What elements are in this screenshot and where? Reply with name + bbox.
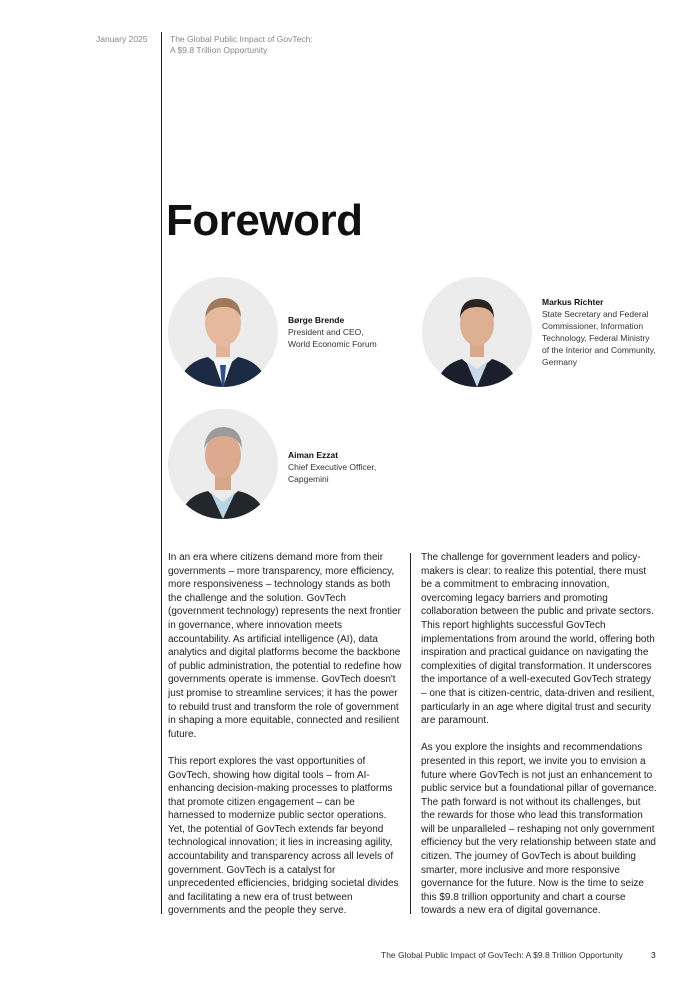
person-role-line: Commissioner, Information: [542, 321, 644, 331]
portrait-aiman-ezzat: [168, 409, 278, 519]
person-role-line: World Economic Forum: [288, 339, 377, 349]
person-role-line: of the Interior and Community,: [542, 345, 656, 355]
portrait-markus-richter: [422, 277, 532, 387]
body-paragraph: The challenge for government leaders and policy-makers is clear: to realize this potential, there must be a commitment to embracing innovation, overcoming legacy barriers and promoting collaboration between the public and private sectors. This report highlights successful GovTech implementations from around the world, offering both inspiration and practical guidance on navigating the complexities of digital transformation. It underscores the importance of a well-executed GovTech strategy – one that is citizen-centric, data-driven and resilient, particularly in an age where digital trust and security are paramount.: [421, 552, 655, 727]
person-role-line: Capgemini: [288, 474, 329, 484]
person-role-line: State Secretary and Federal: [542, 309, 649, 319]
body-paragraph: In an era where citizens demand more from their governments – more transparency, more efficiency, more responsiveness – technology stands as both the challenge and the solution. GovTech (government technology) represents the next frontier in governance, where innovation meets accountability. As artificial intelligence (AI), data analytics and digital platforms become the backbone of public administration, the potential to redefine how governments operate is immense. GovTech doesn't just promise to streamline services; it has the power to rebuild trust and transform the role of government in shaping a more equitable, connected and resilient future.: [168, 552, 402, 740]
footer-title: The Global Public Impact of GovTech: A $9.8 Trillion Opportunity: [381, 950, 623, 960]
column-divider: [410, 553, 411, 914]
person-name: Markus Richter: [542, 297, 604, 307]
person-borge-brende: [288, 314, 377, 350]
body-right-column: [421, 551, 657, 932]
person-name: Aiman Ezzat: [288, 450, 339, 460]
header-title-line1: The Global Public Impact of GovTech:: [170, 34, 313, 44]
person-name: Børge Brende: [288, 315, 345, 325]
person-markus-richter: [542, 296, 656, 368]
person-role-line: Technology, Federal Ministry: [542, 333, 650, 343]
person-role-line: President and CEO,: [288, 327, 364, 337]
header-title-line2: A $9.8 Trillion Opportunity: [170, 45, 268, 55]
vertical-rule: [161, 32, 162, 914]
body-left-column: [168, 551, 404, 932]
footer: [381, 950, 656, 960]
page-number: 3: [651, 950, 656, 960]
header-date: January 2025: [96, 34, 148, 44]
person-aiman-ezzat: [288, 449, 376, 485]
portrait-borge-brende: [168, 277, 278, 387]
person-role-line: Germany: [542, 357, 577, 367]
body-paragraph: This report explores the vast opportunities of GovTech, showing how digital tools – from AI-enhancing decision-making processes to platforms that promote citizen engagement – can be harnessed to modernize public sector operations. Yet, the potential of GovTech extends far beyond technological innovation; it lies in increasing agility, accountability and transparency across all levels of government. GovTech is a catalyst for unprecedented efficiencies, bridging societal divides and facilitating a new era of trust between governments and the people they serve.: [168, 755, 399, 917]
header-title: [170, 34, 313, 56]
body-paragraph: As you explore the insights and recommendations presented in this report, we invite you to envision a future where GovTech is not just an enhancement to public service but a foundational pillar of governance. The path forward is not without its challenges, but the rewards for those who lead this transformation will be unparalleled – reshaping not only government efficiency but the very relationship between state and citizen. The journey of GovTech is about building smarter, more inclusive and more responsive governance for the future. Now is the time to seize this $9.8 trillion opportunity and chart a course towards a new era of digital governance.: [421, 742, 657, 917]
page-title: Foreword: [166, 196, 363, 245]
person-role-line: Chief Executive Officer,: [288, 462, 377, 472]
